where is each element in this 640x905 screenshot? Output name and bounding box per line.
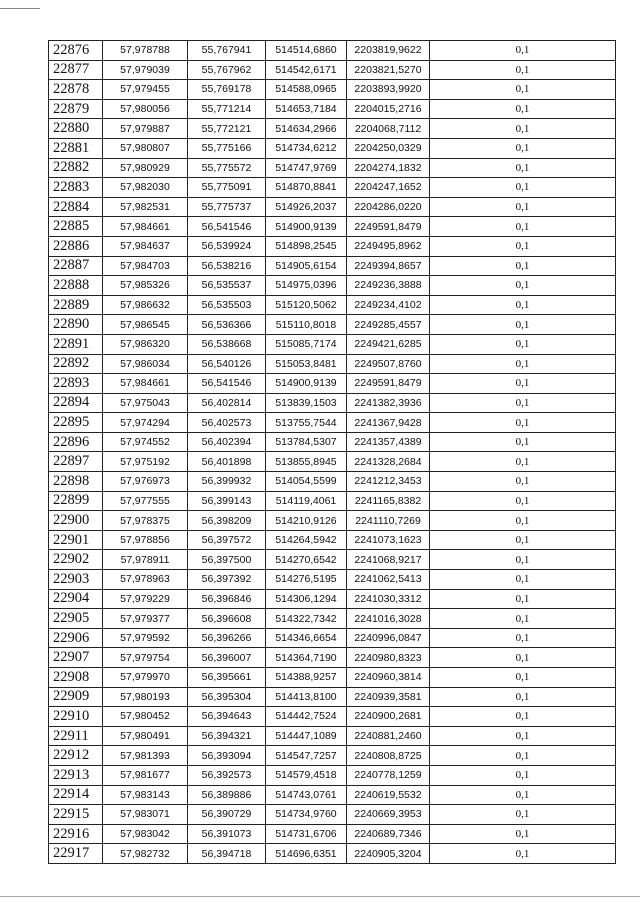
x-coordinate-cell: 514743,0761 [266,785,347,805]
table-row [49,197,616,217]
table-row [49,707,616,727]
x-coordinate-cell: 514542,6171 [266,60,347,80]
table-row [49,452,616,472]
tolerance-cell: 0,1 [430,197,616,217]
longitude-cell: 56,541546 [188,374,266,394]
point-number-cell: 22907 [49,648,103,668]
longitude-cell: 56,394718 [188,844,266,864]
point-number-cell: 22896 [49,432,103,452]
table-row [49,491,616,511]
y-coordinate-cell: 2249394,8657 [347,256,430,276]
point-number-cell: 22899 [49,491,103,511]
tolerance-cell: 0,1 [430,374,616,394]
x-coordinate-cell: 514547,7257 [266,746,347,766]
y-coordinate-cell: 2241165,8382 [347,491,430,511]
tolerance-cell: 0,1 [430,276,616,296]
point-number-cell: 22901 [49,530,103,550]
latitude-cell: 57,980056 [103,99,188,119]
latitude-cell: 57,974552 [103,432,188,452]
scan-edge-line [0,8,40,9]
longitude-cell: 56,395304 [188,687,266,707]
x-coordinate-cell: 514210,9126 [266,511,347,531]
latitude-cell: 57,975192 [103,452,188,472]
longitude-cell: 56,540126 [188,354,266,374]
y-coordinate-cell: 2240689,7346 [347,824,430,844]
x-coordinate-cell: 514747,9769 [266,158,347,178]
table-row [49,158,616,178]
longitude-cell: 56,397392 [188,570,266,590]
table-row [49,844,616,864]
longitude-cell: 55,775737 [188,197,266,217]
latitude-cell: 57,980929 [103,158,188,178]
latitude-cell: 57,979377 [103,609,188,629]
y-coordinate-cell: 2240778,1259 [347,765,430,785]
table-row [49,765,616,785]
longitude-cell: 56,538216 [188,256,266,276]
tolerance-cell: 0,1 [430,472,616,492]
y-coordinate-cell: 2204286,0220 [347,197,430,217]
y-coordinate-cell: 2241068,9217 [347,550,430,570]
point-number-cell: 22880 [49,119,103,139]
x-coordinate-cell: 513839,1503 [266,393,347,413]
tolerance-cell: 0,1 [430,99,616,119]
latitude-cell: 57,985326 [103,276,188,296]
tolerance-cell: 0,1 [430,432,616,452]
point-number-cell: 22892 [49,354,103,374]
x-coordinate-cell: 514653,7184 [266,99,347,119]
tolerance-cell: 0,1 [430,824,616,844]
y-coordinate-cell: 2249285,4557 [347,315,430,335]
y-coordinate-cell: 2241110,7269 [347,511,430,531]
table-row [49,511,616,531]
x-coordinate-cell: 514119,4061 [266,491,347,511]
table-row [49,472,616,492]
x-coordinate-cell: 515120,5062 [266,295,347,315]
coordinates-table [48,40,616,864]
longitude-cell: 55,767962 [188,60,266,80]
point-number-cell: 22906 [49,628,103,648]
y-coordinate-cell: 2204015,2716 [347,99,430,119]
x-coordinate-cell: 514442,7524 [266,707,347,727]
longitude-cell: 56,396846 [188,589,266,609]
y-coordinate-cell: 2204250,0329 [347,138,430,158]
table-row [49,726,616,746]
y-coordinate-cell: 2249591,8479 [347,217,430,237]
table-row [49,354,616,374]
table-row [49,628,616,648]
tolerance-cell: 0,1 [430,648,616,668]
scan-bottom-edge [0,896,640,897]
latitude-cell: 57,979039 [103,60,188,80]
y-coordinate-cell: 2241062,5413 [347,570,430,590]
point-number-cell: 22915 [49,805,103,825]
point-number-cell: 22877 [49,60,103,80]
point-number-cell: 22888 [49,276,103,296]
longitude-cell: 55,771214 [188,99,266,119]
tolerance-cell: 0,1 [430,295,616,315]
point-number-cell: 22913 [49,765,103,785]
x-coordinate-cell: 514264,5942 [266,530,347,550]
tolerance-cell: 0,1 [430,687,616,707]
tolerance-cell: 0,1 [430,785,616,805]
latitude-cell: 57,979455 [103,80,188,100]
longitude-cell: 56,536366 [188,315,266,335]
latitude-cell: 57,984637 [103,236,188,256]
table-row [49,393,616,413]
x-coordinate-cell: 514634,2966 [266,119,347,139]
table-row [49,315,616,335]
point-number-cell: 22895 [49,413,103,433]
y-coordinate-cell: 2249234,4102 [347,295,430,315]
latitude-cell: 57,980491 [103,726,188,746]
y-coordinate-cell: 2240881,2460 [347,726,430,746]
point-number-cell: 22910 [49,707,103,727]
point-number-cell: 22897 [49,452,103,472]
table-row [49,432,616,452]
tolerance-cell: 0,1 [430,491,616,511]
tolerance-cell: 0,1 [430,530,616,550]
y-coordinate-cell: 2240905,3204 [347,844,430,864]
latitude-cell: 57,979887 [103,119,188,139]
coordinates-table-body [49,41,616,864]
tolerance-cell: 0,1 [430,805,616,825]
longitude-cell: 56,389886 [188,785,266,805]
tolerance-cell: 0,1 [430,726,616,746]
point-number-cell: 22912 [49,746,103,766]
longitude-cell: 56,541546 [188,217,266,237]
tolerance-cell: 0,1 [430,452,616,472]
longitude-cell: 56,535537 [188,276,266,296]
tolerance-cell: 0,1 [430,628,616,648]
latitude-cell: 57,978963 [103,570,188,590]
latitude-cell: 57,979592 [103,628,188,648]
y-coordinate-cell: 2241030,3312 [347,589,430,609]
tolerance-cell: 0,1 [430,178,616,198]
x-coordinate-cell: 515110,8018 [266,315,347,335]
tolerance-cell: 0,1 [430,354,616,374]
tolerance-cell: 0,1 [430,511,616,531]
x-coordinate-cell: 515085,7174 [266,334,347,354]
longitude-cell: 55,767941 [188,41,266,61]
longitude-cell: 55,775091 [188,178,266,198]
longitude-cell: 56,397500 [188,550,266,570]
x-coordinate-cell: 514734,6212 [266,138,347,158]
table-row [49,217,616,237]
point-number-cell: 22891 [49,334,103,354]
latitude-cell: 57,978375 [103,511,188,531]
tolerance-cell: 0,1 [430,550,616,570]
x-coordinate-cell: 514364,7190 [266,648,347,668]
longitude-cell: 56,399932 [188,472,266,492]
y-coordinate-cell: 2241212,3453 [347,472,430,492]
latitude-cell: 57,982531 [103,197,188,217]
y-coordinate-cell: 2240900,2681 [347,707,430,727]
x-coordinate-cell: 514926,2037 [266,197,347,217]
x-coordinate-cell: 514975,0396 [266,276,347,296]
latitude-cell: 57,986320 [103,334,188,354]
x-coordinate-cell: 514900,9139 [266,217,347,237]
latitude-cell: 57,980193 [103,687,188,707]
y-coordinate-cell: 2240980,8323 [347,648,430,668]
x-coordinate-cell: 514579,4518 [266,765,347,785]
y-coordinate-cell: 2241016,3028 [347,609,430,629]
point-number-cell: 22914 [49,785,103,805]
x-coordinate-cell: 513755,7544 [266,413,347,433]
tolerance-cell: 0,1 [430,60,616,80]
tolerance-cell: 0,1 [430,413,616,433]
latitude-cell: 57,978911 [103,550,188,570]
x-coordinate-cell: 514870,8841 [266,178,347,198]
longitude-cell: 56,402814 [188,393,266,413]
longitude-cell: 56,535503 [188,295,266,315]
x-coordinate-cell: 514346,6654 [266,628,347,648]
latitude-cell: 57,975043 [103,393,188,413]
longitude-cell: 56,392573 [188,765,266,785]
y-coordinate-cell: 2249236,3888 [347,276,430,296]
tolerance-cell: 0,1 [430,707,616,727]
longitude-cell: 56,538668 [188,334,266,354]
point-number-cell: 22898 [49,472,103,492]
tolerance-cell: 0,1 [430,746,616,766]
x-coordinate-cell: 514388,9257 [266,668,347,688]
table-row [49,236,616,256]
latitude-cell: 57,980807 [103,138,188,158]
x-coordinate-cell: 514447,1089 [266,726,347,746]
table-row [49,668,616,688]
point-number-cell: 22889 [49,295,103,315]
tolerance-cell: 0,1 [430,589,616,609]
latitude-cell: 57,979229 [103,589,188,609]
point-number-cell: 22900 [49,511,103,531]
table-row [49,80,616,100]
tolerance-cell: 0,1 [430,315,616,335]
y-coordinate-cell: 2203821,5270 [347,60,430,80]
y-coordinate-cell: 2240808,8725 [347,746,430,766]
y-coordinate-cell: 2241328,2684 [347,452,430,472]
longitude-cell: 56,539924 [188,236,266,256]
longitude-cell: 56,402394 [188,432,266,452]
point-number-cell: 22903 [49,570,103,590]
latitude-cell: 57,978788 [103,41,188,61]
table-row [49,334,616,354]
table-row [49,648,616,668]
tolerance-cell: 0,1 [430,668,616,688]
tolerance-cell: 0,1 [430,570,616,590]
longitude-cell: 56,391073 [188,824,266,844]
point-number-cell: 22881 [49,138,103,158]
table-row [49,570,616,590]
latitude-cell: 57,978856 [103,530,188,550]
table-row [49,746,616,766]
table-row [49,413,616,433]
table-row [49,687,616,707]
longitude-cell: 56,401898 [188,452,266,472]
latitude-cell: 57,982732 [103,844,188,864]
y-coordinate-cell: 2240939,3581 [347,687,430,707]
latitude-cell: 57,986034 [103,354,188,374]
y-coordinate-cell: 2240960,3814 [347,668,430,688]
latitude-cell: 57,983042 [103,824,188,844]
latitude-cell: 57,979754 [103,648,188,668]
tolerance-cell: 0,1 [430,217,616,237]
longitude-cell: 55,769178 [188,80,266,100]
y-coordinate-cell: 2241382,3936 [347,393,430,413]
point-number-cell: 22878 [49,80,103,100]
x-coordinate-cell: 513855,8945 [266,452,347,472]
x-coordinate-cell: 514905,6154 [266,256,347,276]
latitude-cell: 57,986545 [103,315,188,335]
tolerance-cell: 0,1 [430,256,616,276]
y-coordinate-cell: 2241367,9428 [347,413,430,433]
latitude-cell: 57,984703 [103,256,188,276]
point-number-cell: 22917 [49,844,103,864]
x-coordinate-cell: 513784,5307 [266,432,347,452]
y-coordinate-cell: 2203819,9622 [347,41,430,61]
point-number-cell: 22916 [49,824,103,844]
latitude-cell: 57,974294 [103,413,188,433]
table-row [49,295,616,315]
y-coordinate-cell: 2240619,5532 [347,785,430,805]
point-number-cell: 22905 [49,609,103,629]
y-coordinate-cell: 2240996,0847 [347,628,430,648]
point-number-cell: 22894 [49,393,103,413]
y-coordinate-cell: 2204068,7112 [347,119,430,139]
tolerance-cell: 0,1 [430,765,616,785]
table-row [49,41,616,61]
tolerance-cell: 0,1 [430,609,616,629]
point-number-cell: 22879 [49,99,103,119]
latitude-cell: 57,979970 [103,668,188,688]
tolerance-cell: 0,1 [430,844,616,864]
point-number-cell: 22893 [49,374,103,394]
table-row [49,178,616,198]
point-number-cell: 22882 [49,158,103,178]
point-number-cell: 22911 [49,726,103,746]
latitude-cell: 57,983143 [103,785,188,805]
longitude-cell: 56,396007 [188,648,266,668]
y-coordinate-cell: 2240669,3953 [347,805,430,825]
longitude-cell: 56,394643 [188,707,266,727]
y-coordinate-cell: 2249421,6285 [347,334,430,354]
x-coordinate-cell: 514322,7342 [266,609,347,629]
y-coordinate-cell: 2249591,8479 [347,374,430,394]
table-row [49,609,616,629]
tolerance-cell: 0,1 [430,334,616,354]
table-row [49,99,616,119]
tolerance-cell: 0,1 [430,119,616,139]
y-coordinate-cell: 2241073,1623 [347,530,430,550]
table-row [49,138,616,158]
tolerance-cell: 0,1 [430,80,616,100]
latitude-cell: 57,984661 [103,217,188,237]
y-coordinate-cell: 2204247,1652 [347,178,430,198]
latitude-cell: 57,977555 [103,491,188,511]
point-number-cell: 22883 [49,178,103,198]
point-number-cell: 22884 [49,197,103,217]
latitude-cell: 57,976973 [103,472,188,492]
x-coordinate-cell: 514900,9139 [266,374,347,394]
table-row [49,256,616,276]
table-row [49,824,616,844]
y-coordinate-cell: 2204274,1832 [347,158,430,178]
longitude-cell: 56,390729 [188,805,266,825]
table-row [49,785,616,805]
latitude-cell: 57,981393 [103,746,188,766]
x-coordinate-cell: 514413,8100 [266,687,347,707]
longitude-cell: 56,397572 [188,530,266,550]
latitude-cell: 57,981677 [103,765,188,785]
table-row [49,550,616,570]
point-number-cell: 22885 [49,217,103,237]
table-row [49,60,616,80]
x-coordinate-cell: 514514,6860 [266,41,347,61]
y-coordinate-cell: 2241357,4389 [347,432,430,452]
point-number-cell: 22887 [49,256,103,276]
longitude-cell: 56,399143 [188,491,266,511]
longitude-cell: 56,398209 [188,511,266,531]
longitude-cell: 55,772121 [188,119,266,139]
x-coordinate-cell: 515053,8481 [266,354,347,374]
table-row [49,805,616,825]
table-row [49,589,616,609]
point-number-cell: 22909 [49,687,103,707]
y-coordinate-cell: 2249507,8760 [347,354,430,374]
latitude-cell: 57,983071 [103,805,188,825]
tolerance-cell: 0,1 [430,41,616,61]
y-coordinate-cell: 2249495,8962 [347,236,430,256]
point-number-cell: 22886 [49,236,103,256]
longitude-cell: 56,393094 [188,746,266,766]
tolerance-cell: 0,1 [430,236,616,256]
longitude-cell: 56,396266 [188,628,266,648]
x-coordinate-cell: 514306,1294 [266,589,347,609]
longitude-cell: 55,775572 [188,158,266,178]
longitude-cell: 56,396608 [188,609,266,629]
longitude-cell: 56,394321 [188,726,266,746]
y-coordinate-cell: 2203893,9920 [347,80,430,100]
x-coordinate-cell: 514588,0965 [266,80,347,100]
x-coordinate-cell: 514276,5195 [266,570,347,590]
point-number-cell: 22876 [49,41,103,61]
tolerance-cell: 0,1 [430,393,616,413]
point-number-cell: 22890 [49,315,103,335]
latitude-cell: 57,982030 [103,178,188,198]
tolerance-cell: 0,1 [430,138,616,158]
latitude-cell: 57,986632 [103,295,188,315]
x-coordinate-cell: 514270,6542 [266,550,347,570]
point-number-cell: 22902 [49,550,103,570]
longitude-cell: 55,775166 [188,138,266,158]
x-coordinate-cell: 514898,2545 [266,236,347,256]
point-number-cell: 22904 [49,589,103,609]
point-number-cell: 22908 [49,668,103,688]
longitude-cell: 56,402573 [188,413,266,433]
table-row [49,276,616,296]
longitude-cell: 56,395661 [188,668,266,688]
table-row [49,530,616,550]
x-coordinate-cell: 514054,5599 [266,472,347,492]
latitude-cell: 57,984661 [103,374,188,394]
latitude-cell: 57,980452 [103,707,188,727]
tolerance-cell: 0,1 [430,158,616,178]
table-row [49,119,616,139]
x-coordinate-cell: 514696,6351 [266,844,347,864]
table-row [49,374,616,394]
x-coordinate-cell: 514734,9760 [266,805,347,825]
x-coordinate-cell: 514731,6706 [266,824,347,844]
